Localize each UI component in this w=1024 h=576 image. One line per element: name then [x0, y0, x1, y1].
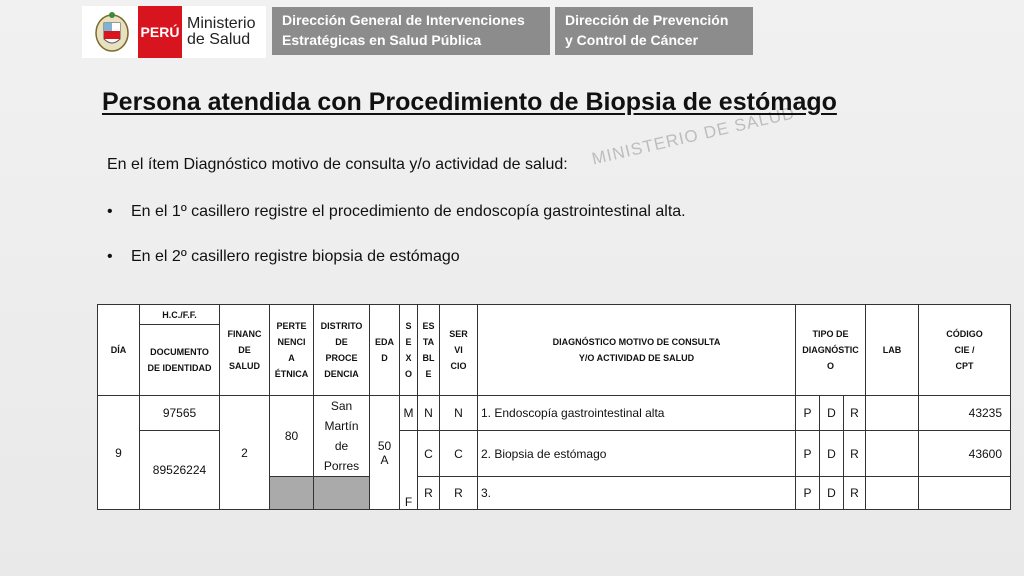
page-title: Persona atendida con Procedimiento de Biopsia de estómago: [102, 88, 837, 116]
bullet-icon: •: [107, 248, 113, 265]
ministry-line2: de Salud: [187, 31, 251, 48]
cell-tipo-d: D: [820, 477, 844, 510]
cell-serv: C: [440, 431, 478, 477]
coat-of-arms-icon: [92, 9, 132, 55]
bullet-text: En el 2º casillero registre biopsia de estómago: [131, 248, 460, 265]
cell-est: R: [418, 477, 440, 510]
col-diagnostico: DIAGNÓSTICO MOTIVO DE CONSULTA Y/O ACTIVIDAD DE SALUD: [478, 305, 796, 396]
cell-edad: 50 A: [370, 396, 400, 510]
col-tipo-diagnostico: TIPO DE DIAGNÓSTIC O: [796, 305, 866, 396]
cell-sexo-m: M: [400, 396, 418, 431]
cell-diagnostico: 2. Biopsia de estómago: [478, 431, 796, 477]
cell-distrito-empty: [314, 477, 370, 510]
col-lab: LAB: [866, 305, 919, 396]
col-edad: EDA D: [370, 305, 400, 396]
cell-lab: [866, 477, 919, 510]
peru-badge: PERÚ: [138, 6, 182, 58]
cell-dia: 9: [98, 396, 140, 510]
cell-tipo-d: D: [820, 396, 844, 431]
bullet-item: [107, 248, 460, 266]
his-form-table: [97, 304, 1011, 510]
ministry-logo: [82, 6, 266, 58]
cell-lab: [866, 396, 919, 431]
cell-serv: N: [440, 396, 478, 431]
cell-tipo-r: R: [844, 431, 866, 477]
ministry-line1: Ministerio: [187, 15, 256, 32]
cell-sexo-f: F: [400, 431, 418, 510]
cell-codigo: 43235: [919, 396, 1011, 431]
watermark: MINISTERIO DE SALUD: [590, 103, 797, 169]
cell-distrito: San Martín de Porres: [314, 396, 370, 477]
col-establecimiento: ES TA BL E: [418, 305, 440, 396]
col-codigo: CÓDIGO CIE / CPT: [919, 305, 1011, 396]
cell-pertenencia: 80: [270, 396, 314, 477]
header-right-line1: Dirección de Prevención: [565, 12, 729, 28]
col-pertenencia: PERTE NENCI A ÉTNICA: [270, 305, 314, 396]
header-dgiesp: [272, 7, 550, 55]
col-hcff: H.C./F.F.: [140, 305, 220, 325]
cell-tipo-r: R: [844, 396, 866, 431]
bullet-item: [107, 203, 686, 221]
col-dia: DÍA: [98, 305, 140, 396]
cell-documento: 89526224: [140, 431, 220, 510]
cell-financ: 2: [220, 396, 270, 510]
cell-diagnostico: 1. Endoscopía gastrointestinal alta: [478, 396, 796, 431]
cell-tipo-p: P: [796, 396, 820, 431]
cell-codigo: 43600: [919, 431, 1011, 477]
cell-tipo-p: P: [796, 477, 820, 510]
cell-tipo-r: R: [844, 477, 866, 510]
cell-diagnostico: 3.: [478, 477, 796, 510]
header-right-line2: y Control de Cáncer: [565, 32, 699, 48]
cell-est: N: [418, 396, 440, 431]
col-financ: FINANC DE SALUD: [220, 305, 270, 396]
col-servicio: SER VI CIO: [440, 305, 478, 396]
col-sexo: S E X O: [400, 305, 418, 396]
table-row: [98, 396, 1011, 431]
cell-tipo-d: D: [820, 431, 844, 477]
cell-hc: 97565: [140, 396, 220, 431]
cell-pertenencia-empty: [270, 477, 314, 510]
ministry-name: [187, 16, 255, 48]
bullet-text: En el 1º casillero registre el procedimiento de endoscopía gastrointestinal alta.: [131, 203, 686, 220]
col-distrito: DISTRITO DE PROCE DENCIA: [314, 305, 370, 396]
col-documento: DOCUMENTO DE IDENTIDAD: [140, 325, 220, 396]
header-cancer: [555, 7, 753, 55]
bullet-icon: •: [107, 203, 113, 220]
cell-est: C: [418, 431, 440, 477]
cell-tipo-p: P: [796, 431, 820, 477]
cell-serv: R: [440, 477, 478, 510]
header-left-line2: Estratégicas en Salud Pública: [282, 32, 482, 48]
header-left-line1: Dirección General de Intervenciones: [282, 12, 525, 28]
intro-text: En el ítem Diagnóstico motivo de consulta y/o actividad de salud:: [107, 156, 568, 173]
cell-codigo: [919, 477, 1011, 510]
cell-lab: [866, 431, 919, 477]
